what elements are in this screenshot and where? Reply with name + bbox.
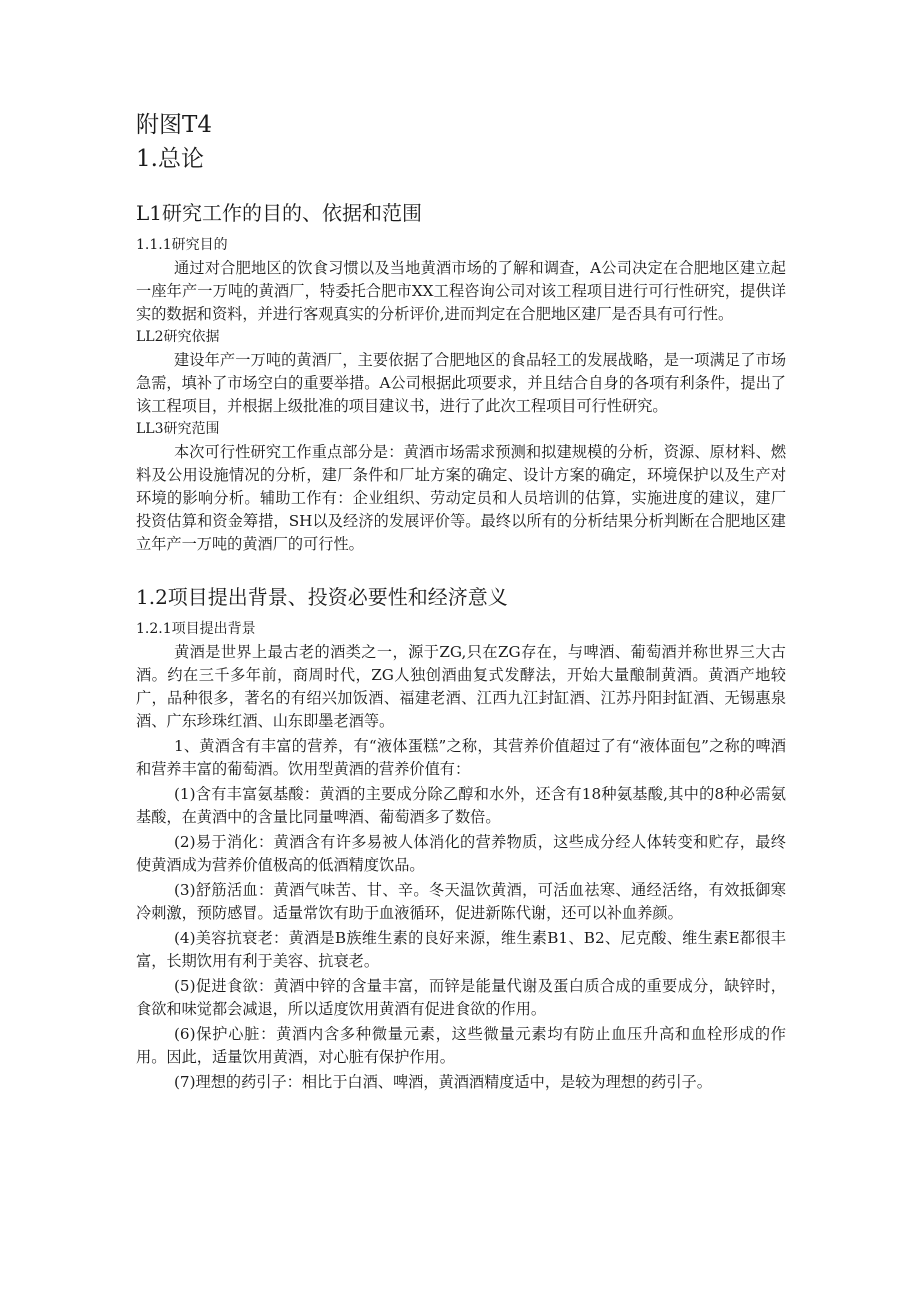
subsection-1-1-3-text: 本次可行性研究工作重点部分是：黄酒市场需求预测和拟建规模的分析，资源、原材料、燃料及公用设施情况的分析，建厂条件和厂址方案的确定、设计方案的确定，环境保护以及生产对环境的影响分析。辅助工作有：企业组织、劳动定员和人员培训的估算，实施进度的建议，建厂投资估算和资金筹措，SH以及经济的发展评价等。最终以所有的分析结果分析判断在合肥地区建立年产一万吨的黄酒厂的可行性。 — [136, 443, 786, 553]
subsection-1-1-1-title: 1.1.1研究目的 — [136, 237, 228, 253]
section-2 — [136, 582, 786, 1094]
section-2-title: 1.2项目提出背景、投资必要性和经济意义 — [136, 585, 508, 609]
nutrition-intro-paragraph: 1、黄酒含有丰富的营养，有“液体蛋糕”之称，其营养价值超过了有“液体面包”之称的啤酒和营养丰富的葡萄酒。饮用型黄酒的营养价值有： — [136, 737, 786, 778]
subsection-1-2-1-title: 1.2.1项目提出背景 — [136, 621, 256, 637]
subsection-1-1-2-title: LL2研究依据 — [136, 329, 220, 345]
chapter-title: 1.总论 — [136, 146, 204, 172]
section-1-title: L1研究工作的目的、依据和范围 — [136, 201, 423, 225]
list-item: (2)易于消化：黄酒含有许多易被人体消化的营养物质，这些成分经人体转变和贮存，最终使黄酒成为营养价值极高的低酒精度饮品。 — [136, 833, 786, 874]
list-item: (7)理想的药引子：相比于白酒、啤酒，黄酒酒精度适中，是较为理想的药引子。 — [174, 1073, 712, 1091]
list-item: (3)舒筋活血：黄酒气味苦、甘、辛。冬天温饮黄酒，可活血祛寒、通经活络，有效抵御寒冷刺激，预防感冒。适量常饮有助于血液循环，促进新陈代谢，还可以补血养颜。 — [136, 881, 786, 922]
subsection-1-1-1-text: 通过对合肥地区的饮食习惯以及当地黄酒市场的了解和调查，A公司决定在合肥地区建立起一座年产一万吨的黄酒厂，特委托合肥市XX工程咨询公司对该工程项目进行可行性研究，提供详实的数据和资料，并进行客观真实的分析评价,进而判定在合肥地区建厂是否具有可行性。 — [136, 259, 786, 323]
background-paragraph: 黄酒是世界上最古老的酒类之一，源于ZG,只在ZG存在，与啤酒、葡萄酒并称世界三大古酒。约在三千多年前，商周时代，ZG人独创酒曲复式发酵法，开始大量酿制黄酒。黄酒产地较广，品种很多，著名的有绍兴加饭酒、福建老酒、江西九江封缸酒、江苏丹阳封缸酒、无锡惠泉酒、广东珍珠红酒、山东即墨老酒等。 — [136, 643, 786, 730]
list-item: (5)促进食欲：黄酒中锌的含量丰富，而锌是能量代谢及蛋白质合成的重要成分，缺锌时，食欲和味觉都会减退，所以适度饮用黄酒有促进食欲的作用。 — [136, 977, 786, 1018]
list-item: (6)保护心脏：黄酒内含多种微量元素，这些微量元素均有防止血压升高和血栓形成的作用。因此，适量饮用黄酒，对心脏有保护作用。 — [136, 1025, 786, 1066]
subsection-1-1-3-title: LL3研究范围 — [136, 421, 220, 437]
list-item: (4)美容抗衰老：黄酒是B族维生素的良好来源，维生素B1、B2、尼克酸、维生素E都很丰富，长期饮用有利于美容、抗衰老。 — [136, 929, 786, 970]
section-1 — [136, 198, 786, 556]
list-item: (1)含有丰富氨基酸：黄酒的主要成分除乙醇和水外，还含有18种氨基酸,其中的8种必需氨基酸，在黄酒中的含量比同量啤酒、葡萄酒多了数倍。 — [136, 785, 786, 826]
subsection-1-1-2-text: 建设年产一万吨的黄酒厂，主要依据了合肥地区的食品轻工的发展战略，是一项满足了市场急需，填补了市场空白的重要举措。A公司根据此项要求，并且结合自身的各项有利条件，提出了该工程项目，并根据上级批准的项目建议书，进行了此次工程项目可行性研究。 — [136, 351, 786, 415]
appendix-title: 附图T4 — [136, 112, 212, 138]
document-page — [136, 108, 786, 1094]
